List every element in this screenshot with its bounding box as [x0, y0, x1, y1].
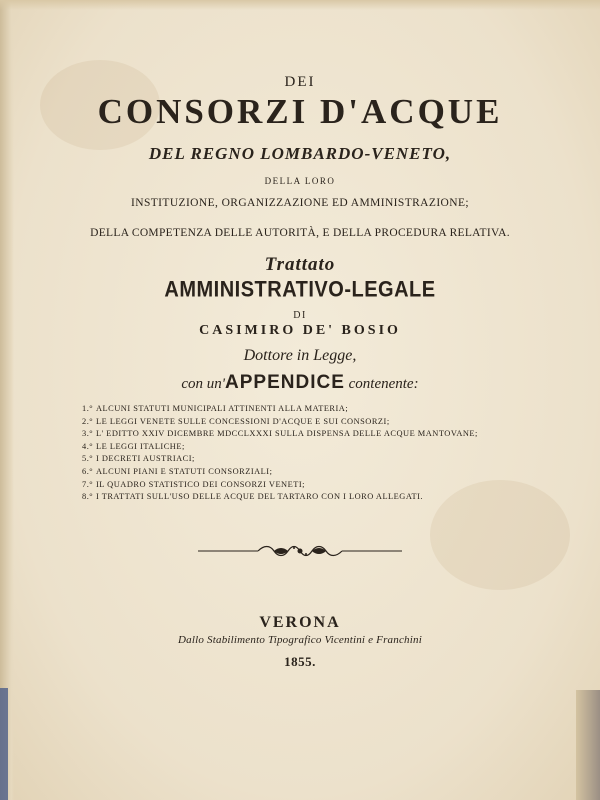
list-item — [82, 491, 582, 504]
treatise-kind: AMMINISTRATIVO-LEGALE — [164, 277, 436, 303]
item-text: LE LEGGI ITALICHE; — [96, 441, 185, 451]
item-text: I TRATTATI SULL'USO DELLE ACQUE DEL TARTARO CON I LORO ALLEGATI. — [96, 492, 423, 502]
appendix-list — [82, 403, 582, 504]
binding-strip — [0, 688, 8, 800]
item-text: LE LEGGI VENETE SULLE CONCESSIONI D'ACQUE E SUI CONSORZI; — [96, 416, 390, 426]
appendix-post: contenente: — [348, 376, 419, 392]
item-text: ALCUNI STATUTI MUNICIPALI ATTINENTI ALLA MATERIA; — [96, 404, 349, 413]
item-number: 4.° — [82, 441, 94, 451]
item-text: IL QUADRO STATISTICO DEI CONSORZI VENETI; — [96, 479, 305, 489]
title-pre: DEI — [284, 74, 316, 90]
list-item — [82, 403, 582, 416]
item-number: 8.° — [82, 492, 94, 502]
list-item — [82, 416, 582, 429]
author-name: CASIMIRO DE' BOSIO — [199, 323, 401, 338]
item-number: 6.° — [82, 466, 94, 476]
item-text: ALCUNI PIANI E STATUTI CONSORZIALI; — [96, 466, 273, 476]
imprint-year: 1855. — [284, 654, 316, 669]
torn-corner — [576, 690, 600, 800]
author-degree: Dottore in Legge, — [243, 347, 357, 364]
item-text: L' EDITTO XXIV DICEMBRE MDCCLXXXI SULLA DISPENSA DELLE ACQUE MANTOVANE; — [96, 429, 478, 439]
by-line: DI — [293, 310, 307, 321]
item-number: 7.° — [82, 479, 94, 489]
subjects-line: INSTITUZIONE, ORGANIZZAZIONE ED AMMINISTRAZIONE; — [131, 197, 469, 209]
list-item — [82, 441, 582, 454]
list-item — [82, 479, 582, 492]
item-number: 5.° — [82, 454, 94, 464]
della-loro-line: DELLA LORO — [264, 176, 336, 186]
ornament-divider — [198, 543, 402, 559]
page-top-edge — [0, 0, 600, 10]
main-title: CONSORZI D'ACQUE — [97, 92, 503, 131]
appendix-word: APPENDICE — [225, 372, 345, 393]
list-item — [82, 466, 582, 479]
appendix-pre: con un' — [181, 376, 226, 392]
item-number: 3.° — [82, 429, 94, 439]
list-item — [82, 453, 582, 466]
imprint-printer: Dallo Stabilimento Tipografico Vicentini e Franchini — [178, 634, 422, 646]
treatise-label: Trattato — [264, 254, 336, 275]
item-number: 2.° — [82, 416, 94, 426]
imprint-city: VERONA — [259, 614, 341, 631]
appendix-heading — [0, 372, 600, 394]
competence-line: DELLA COMPETENZA DELLE AUTORITÀ, E DELLA PROCEDURA RELATIVA. — [90, 227, 510, 239]
list-item — [82, 428, 582, 441]
region-line: DEL REGNO LOMBARDO-VENETO, — [148, 144, 452, 163]
item-text: I DECRETI AUSTRIACI; — [96, 454, 195, 464]
item-number: 1.° — [82, 404, 94, 413]
